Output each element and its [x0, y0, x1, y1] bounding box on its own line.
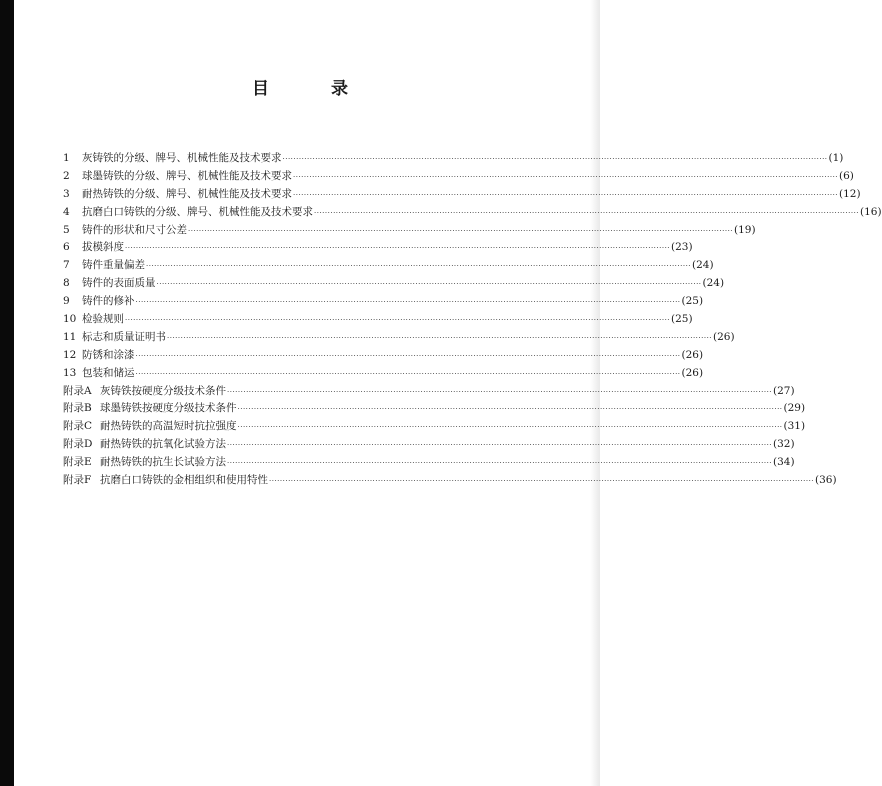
toc-leader-dots: ········································································································································································································ [227, 459, 773, 468]
toc-entry-number: 8 [63, 277, 70, 290]
toc-entry-title: 球墨铸铁的分级、牌号、机械性能及技术要求 [82, 169, 292, 182]
toc-entry-title: 耐热铸铁的抗生长试验方法 [100, 456, 226, 469]
toc-entry-title: 耐热铸铁的高温短时抗拉强度 [100, 420, 237, 433]
toc-leader-dots: ········································································································································································································ [167, 333, 713, 342]
toc-leader-dots: ········································································································································································································ [135, 351, 681, 360]
toc-leader-dots: ········································································································································································································ [125, 244, 671, 253]
toc-entry[interactable] [63, 311, 693, 329]
toc-entry-page: (19) [734, 223, 756, 236]
toc-entry-page: (25) [681, 295, 704, 308]
toc-entry-number: 1 [63, 152, 70, 164]
toc-entry[interactable] [63, 454, 795, 472]
toc-entry-number: 11 [63, 330, 77, 343]
toc-entry-title: 铸件的修补 [82, 295, 135, 308]
toc-entry-title: 防锈和涂漆 [82, 348, 135, 361]
toc-leader-dots: ········································································································································································································ [293, 190, 839, 199]
toc-entry-title: 抗磨白口铸铁的金相组织和使用特性 [100, 474, 268, 487]
toc-entry-page: (32) [773, 438, 795, 451]
toc-entry-page: (16) [860, 205, 882, 218]
toc-entry[interactable] [63, 347, 704, 365]
table-of-contents [63, 150, 882, 490]
toc-entry-number: 附录E [63, 456, 92, 469]
toc-entry-title: 拔模斜度 [82, 241, 124, 254]
toc-entry[interactable] [63, 472, 837, 490]
toc-entry-number: 13 [63, 366, 77, 379]
toc-entry[interactable] [63, 204, 882, 222]
toc-leader-dots: ········································································································································································································ [125, 316, 671, 325]
toc-leader-dots: ········································································································································································································ [269, 477, 815, 486]
toc-leader-dots: ········································································································································································································ [188, 226, 734, 235]
toc-entry-page: (26) [681, 366, 704, 379]
toc-entry-number: 6 [63, 241, 70, 254]
toc-entry-page: (24) [702, 277, 725, 290]
toc-entry-title: 标志和质量证明书 [82, 330, 166, 343]
toc-entry-page: (26) [681, 348, 704, 361]
scan-left-edge [0, 0, 14, 786]
toc-leader-dots: ········································································································································································································ [135, 369, 681, 378]
toc-entry-title: 铸件的表面质量 [82, 277, 156, 290]
toc-leader-dots: ········································································································································································································ [314, 208, 860, 217]
toc-entry[interactable] [63, 365, 704, 383]
toc-entry[interactable] [63, 150, 844, 168]
toc-entry[interactable] [63, 239, 693, 257]
toc-entry[interactable] [63, 418, 806, 436]
toc-entry-number: 10 [63, 313, 77, 326]
toc-entry[interactable] [63, 400, 806, 418]
toc-entry-page: (36) [815, 474, 837, 487]
toc-entry-number: 4 [63, 205, 70, 218]
toc-entry-page: (24) [692, 259, 714, 272]
toc-entry-page: (12) [839, 187, 861, 200]
toc-entry-number: 附录B [63, 402, 92, 415]
toc-entry[interactable] [63, 257, 714, 275]
toc-entry-number: 12 [63, 348, 77, 361]
toc-entry-title: 铸件的形状和尺寸公差 [82, 223, 187, 236]
toc-leader-dots: ········································································································································································································ [227, 387, 773, 396]
toc-entry[interactable] [63, 383, 795, 401]
toc-entry[interactable] [63, 436, 795, 454]
toc-entry-title: 球墨铸铁按硬度分级技术条件 [100, 402, 237, 415]
toc-entry-page: (26) [713, 330, 735, 343]
toc-entry[interactable] [63, 222, 756, 240]
toc-entry-page: (29) [783, 402, 806, 415]
toc-entry-title: 铸件重量偏差 [82, 259, 145, 272]
toc-entry-title: 耐热铸铁的抗氧化试验方法 [100, 438, 226, 451]
toc-entry-number: 7 [63, 259, 70, 272]
toc-entry-number: 附录F [63, 474, 92, 487]
toc-entry-page: (25) [671, 313, 693, 326]
toc-entry-page: (1) [828, 152, 844, 164]
toc-entry[interactable] [63, 275, 725, 293]
toc-entry-title: 抗磨白口铸铁的分级、牌号、机械性能及技术要求 [82, 205, 313, 218]
toc-entry-number: 2 [63, 169, 70, 182]
toc-entry-number: 附录A [63, 384, 92, 397]
toc-leader-dots: ········································································································································································································ [237, 423, 783, 432]
page-title: 目 录 [252, 79, 376, 99]
toc-leader-dots: ········································································································································································································ [156, 280, 702, 289]
toc-entry-title: 灰铸铁的分级、牌号、机械性能及技术要求 [82, 152, 282, 164]
toc-entry[interactable] [63, 186, 861, 204]
toc-entry-title: 检验规则 [82, 313, 124, 326]
toc-entry[interactable] [63, 329, 735, 347]
toc-entry-title: 灰铸铁按硬度分级技术条件 [100, 384, 226, 397]
toc-leader-dots: ········································································································································································································ [293, 172, 839, 181]
toc-entry-title: 耐热铸铁的分级、牌号、机械性能及技术要求 [82, 187, 292, 200]
toc-entry-page: (27) [773, 384, 795, 397]
toc-entry-page: (31) [783, 420, 806, 433]
toc-entry-number: 附录D [63, 438, 93, 451]
toc-leader-dots: ········································································································································································································ [135, 298, 681, 307]
toc-entry-number: 附录C [63, 420, 93, 433]
toc-entry-page: (23) [671, 241, 693, 254]
toc-entry-number: 5 [63, 223, 70, 236]
toc-leader-dots: ········································································································································································································ [227, 441, 773, 450]
toc-entry-title: 包装和储运 [82, 366, 135, 379]
toc-entry-number: 3 [63, 187, 70, 200]
toc-entry-number: 9 [63, 295, 70, 308]
toc-entry-page: (6) [839, 169, 854, 182]
toc-entry-page: (34) [773, 456, 795, 469]
toc-entry[interactable] [63, 293, 704, 311]
toc-leader-dots: ········································································································································································································ [237, 405, 783, 414]
toc-leader-dots: ········································································································································································································ [146, 262, 692, 271]
toc-leader-dots: ········································································································································································································ [282, 155, 828, 163]
toc-entry[interactable] [63, 168, 854, 186]
